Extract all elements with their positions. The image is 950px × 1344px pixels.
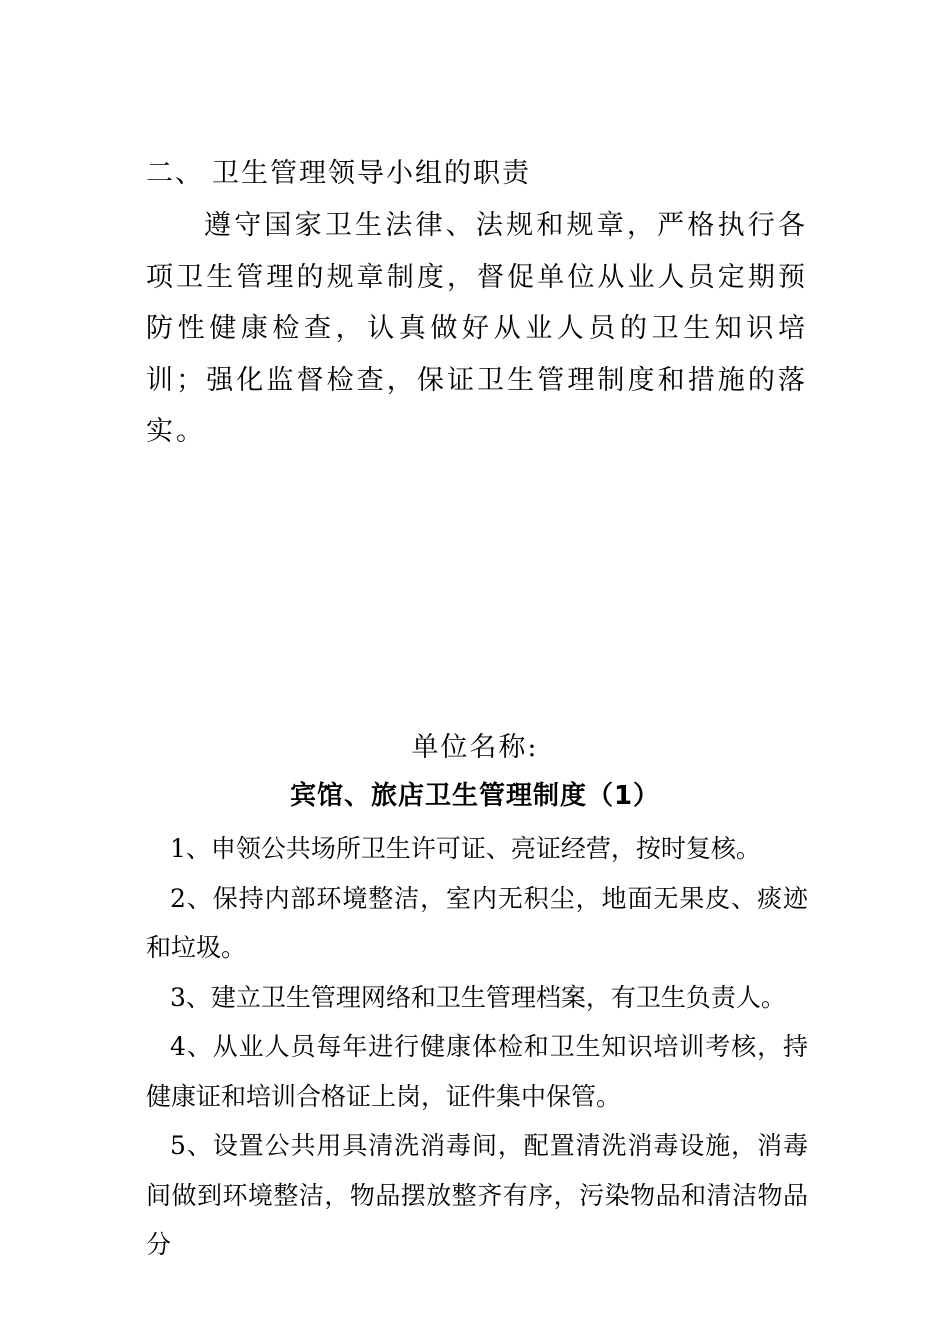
section-paragraph: 遵守国家卫生法律、法规和规章，严格执行各项卫生管理的规章制度，督促单位从业人员定期预防性健康检查，认真做好从业人员的卫生知识培训；强化监督检查，保证卫生管理制度和措施的落实。 — [146, 210, 808, 447]
section-heading — [146, 150, 826, 198]
regulation-item-5: 5、设置公共用具清洗消毒间，配置清洗消毒设施，消毒间做到环境整洁，物品摆放整齐有序，污染物品和清洁物品分 — [146, 1131, 808, 1259]
regulation-item-2: 2、保持内部环境整洁，室内无积尘，地面无果皮、痰迹和垃圾。 — [146, 883, 808, 962]
regulation-item-4: 4、从业人员每年进行健康体检和卫生知识培训考核，持健康证和培训合格证上岗，证件集中保管。 — [146, 1032, 808, 1111]
regulation-list — [146, 824, 808, 1270]
section-number: 二、 — [146, 158, 204, 189]
unit-name-label: 单位名称: — [411, 732, 539, 763]
regulation-item-1: 1、申领公共场所卫生许可证、亮证经营，按时复核。 — [170, 834, 761, 863]
regulation-item-3: 3、建立卫生管理网络和卫生管理档案，有卫生负责人。 — [170, 982, 786, 1012]
section-title: 卫生管理领导小组的职责 — [212, 158, 531, 189]
regulation-title: 宾馆、旅店卫生管理制度（1） — [289, 781, 661, 811]
